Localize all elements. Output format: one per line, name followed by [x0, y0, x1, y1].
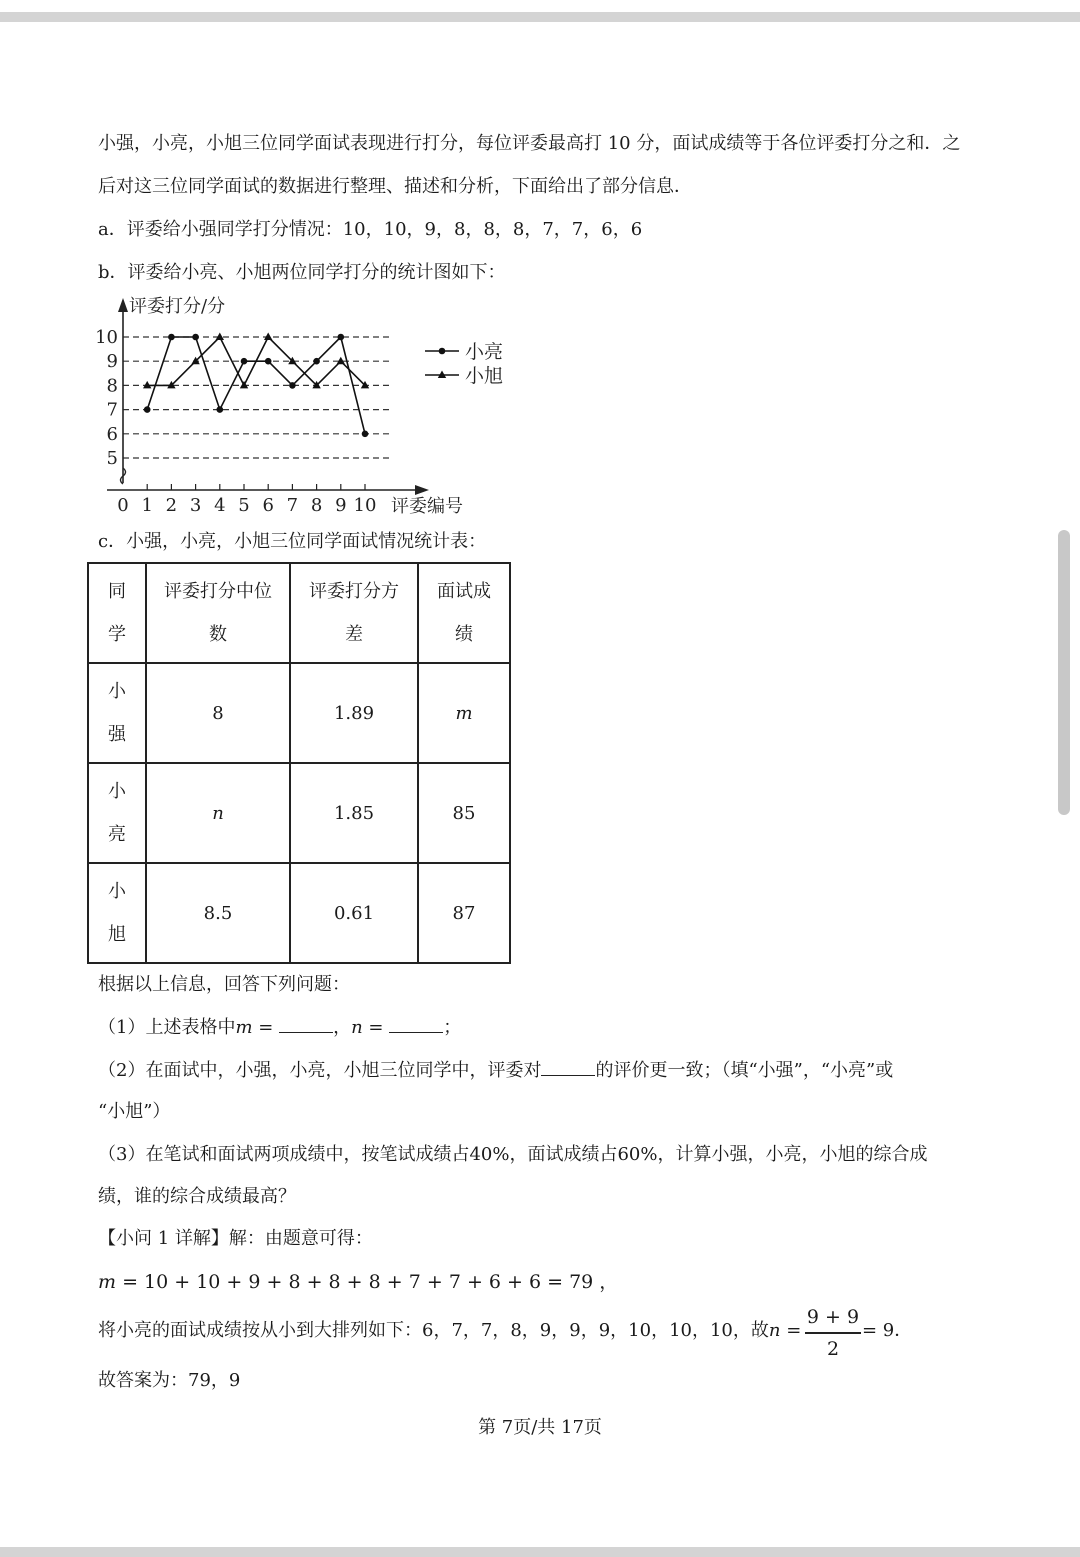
answer-blank-q2[interactable]	[541, 1057, 595, 1076]
info-b: b．评委给小亮、小旭两位同学打分的统计图如下：	[98, 262, 506, 283]
header-text: 差	[345, 624, 363, 645]
student-name-cell	[88, 663, 146, 763]
q1-end: ；	[443, 1017, 462, 1038]
solution-heading: 【小问 1 详解】解：由题意可得：	[98, 1228, 373, 1249]
var-n: n	[768, 1320, 781, 1341]
answer-blank-n[interactable]	[389, 1014, 443, 1033]
question-1	[98, 1014, 461, 1041]
legend-marker	[439, 348, 446, 355]
q1-equals: =	[362, 1017, 390, 1038]
q1-prefix: （1）上述表格中	[98, 1017, 236, 1038]
student-name-cell	[88, 763, 146, 863]
y-axis-upper-arrow	[118, 298, 128, 312]
header-text: 评委打分中位	[164, 581, 272, 602]
data-point	[217, 406, 224, 413]
data-point	[362, 431, 369, 438]
var-m: m	[235, 1017, 253, 1038]
x-tick-label: 0	[117, 495, 129, 516]
y-tick-label: 5	[106, 448, 118, 469]
variance-cell: 1.85	[290, 763, 418, 863]
table-row	[88, 863, 510, 963]
q2-suffix: 的评价更一致；（填“小强”，“小亮”或	[595, 1060, 894, 1081]
series-line-xiaoxu	[147, 337, 365, 385]
top-edge	[0, 12, 1080, 22]
name-char: 强	[108, 724, 126, 745]
stats-table	[87, 562, 511, 964]
data-point	[192, 334, 199, 341]
y-tick-label: 6	[106, 423, 118, 445]
median-cell: 8	[146, 663, 290, 763]
solution-m-equation	[98, 1269, 618, 1295]
data-point	[216, 333, 224, 341]
info-c: c．小强，小亮，小旭三位同学面试情况统计表：	[98, 531, 487, 552]
score-line-chart	[95, 290, 504, 524]
paragraph-line-1: 小强，小亮，小旭三位同学面试表现进行打分，每位评委最高打 10 分，面试成绩等于各位评委打分之和．之	[98, 133, 961, 154]
question-3: （3）在笔试和面试两项成绩中，按笔试成绩占40%，面试成绩占60%，计算小强，小亮，小旭的综合成	[98, 1144, 928, 1165]
q1-equals: =	[252, 1017, 280, 1038]
var-m: m	[98, 1271, 117, 1293]
data-point	[337, 357, 345, 365]
table-row	[88, 663, 510, 763]
var-n: n	[351, 1017, 363, 1038]
fraction-numerator: 9 + 9	[806, 1306, 860, 1328]
q1-separator: ，	[333, 1017, 352, 1038]
fraction-denominator: 2	[826, 1338, 840, 1360]
table-row	[88, 763, 510, 863]
header-cell-median	[146, 563, 290, 663]
median-cell: 8.5	[146, 863, 290, 963]
x-tick-label: 9	[335, 495, 347, 516]
page-number: 第 7页/共 17页	[478, 1417, 602, 1438]
name-char: 亮	[108, 824, 126, 845]
data-point	[313, 358, 320, 365]
table-header-row	[88, 563, 510, 663]
x-axis-arrow	[415, 485, 429, 495]
data-point	[240, 381, 248, 389]
data-point	[338, 334, 345, 341]
x-tick-label: 8	[310, 495, 323, 516]
answer-line: 故答案为：79，9	[98, 1370, 241, 1391]
header-cell-variance	[290, 563, 418, 663]
x-tick-label: 1	[141, 495, 153, 516]
data-point	[289, 382, 296, 389]
variance-cell: 0.61	[290, 863, 418, 963]
x-tick-label: 4	[214, 495, 226, 516]
data-point	[265, 358, 272, 365]
info-a: a．评委给小强同学打分情况：10，10，9，8，8，8，7，7，6，6	[98, 219, 643, 240]
x-tick-label: 3	[189, 495, 202, 516]
x-tick-label: 10	[353, 495, 377, 516]
header-text: 绩	[455, 624, 473, 645]
question-2	[98, 1057, 893, 1084]
y-axis-title: 评委打分/分	[129, 296, 226, 317]
data-point	[241, 358, 248, 365]
name-char: 小	[108, 781, 126, 802]
question-2-line-2: “小旭”）	[98, 1101, 171, 1122]
header-text: 评委打分方	[309, 581, 399, 602]
bottom-edge	[0, 1547, 1080, 1557]
scrollbar-thumb[interactable]	[1058, 530, 1070, 815]
score-cell: m	[418, 663, 510, 763]
student-name-cell	[88, 863, 146, 963]
question-3-line-2: 绩，谁的综合成绩最高？	[98, 1186, 296, 1207]
header-cell-score	[418, 563, 510, 663]
score-cell: 87	[418, 863, 510, 963]
y-tick-label: 9	[106, 351, 118, 373]
q2-prefix: （2）在面试中，小强，小亮，小旭三位同学中，评委对	[98, 1060, 542, 1081]
x-tick-label: 6	[262, 495, 274, 516]
fraction-bar	[805, 1332, 861, 1334]
m-expression: = 10 + 10 + 9 + 8 + 8 + 8 + 7 + 7 + 6 + 6 = 79 ，	[116, 1271, 619, 1293]
legend-label: 小旭	[465, 365, 504, 387]
data-point	[144, 406, 151, 413]
data-point	[264, 333, 272, 341]
legend-label: 小亮	[465, 341, 504, 363]
questions-intro: 根据以上信息，回答下列问题：	[98, 974, 350, 995]
y-tick-label: 8	[106, 375, 118, 397]
n-equals: =	[780, 1320, 802, 1341]
header-cell-student	[88, 563, 146, 663]
median-cell: n	[146, 763, 290, 863]
median-fraction	[805, 1304, 861, 1362]
x-tick-label: 5	[238, 495, 250, 516]
variance-cell: 1.89	[290, 663, 418, 763]
x-axis-title: 评委编号	[391, 496, 463, 517]
header-text: 面试成	[437, 581, 491, 602]
header-text: 学	[108, 624, 126, 645]
y-tick-label: 7	[106, 399, 118, 421]
x-tick-label: 2	[165, 495, 178, 516]
name-char: 小	[108, 881, 126, 902]
n-result: = 9．	[862, 1320, 913, 1341]
header-text: 同	[108, 581, 126, 602]
name-char: 旭	[108, 924, 126, 945]
header-text: 数	[209, 624, 227, 645]
x-tick-label: 7	[286, 495, 299, 516]
order-text: 将小亮的面试成绩按从小到大排列如下：6，7，7，8，9，9，9，10，10，10，故	[98, 1320, 769, 1341]
score-cell: 85	[418, 763, 510, 863]
paragraph-line-2: 后对这三位同学面试的数据进行整理、描述和分析，下面给出了部分信息．	[98, 176, 692, 197]
solution-n-line	[98, 1318, 801, 1344]
answer-blank-m[interactable]	[279, 1014, 333, 1033]
name-char: 小	[108, 681, 126, 702]
data-point	[168, 334, 175, 341]
y-tick-label: 10	[95, 327, 118, 348]
